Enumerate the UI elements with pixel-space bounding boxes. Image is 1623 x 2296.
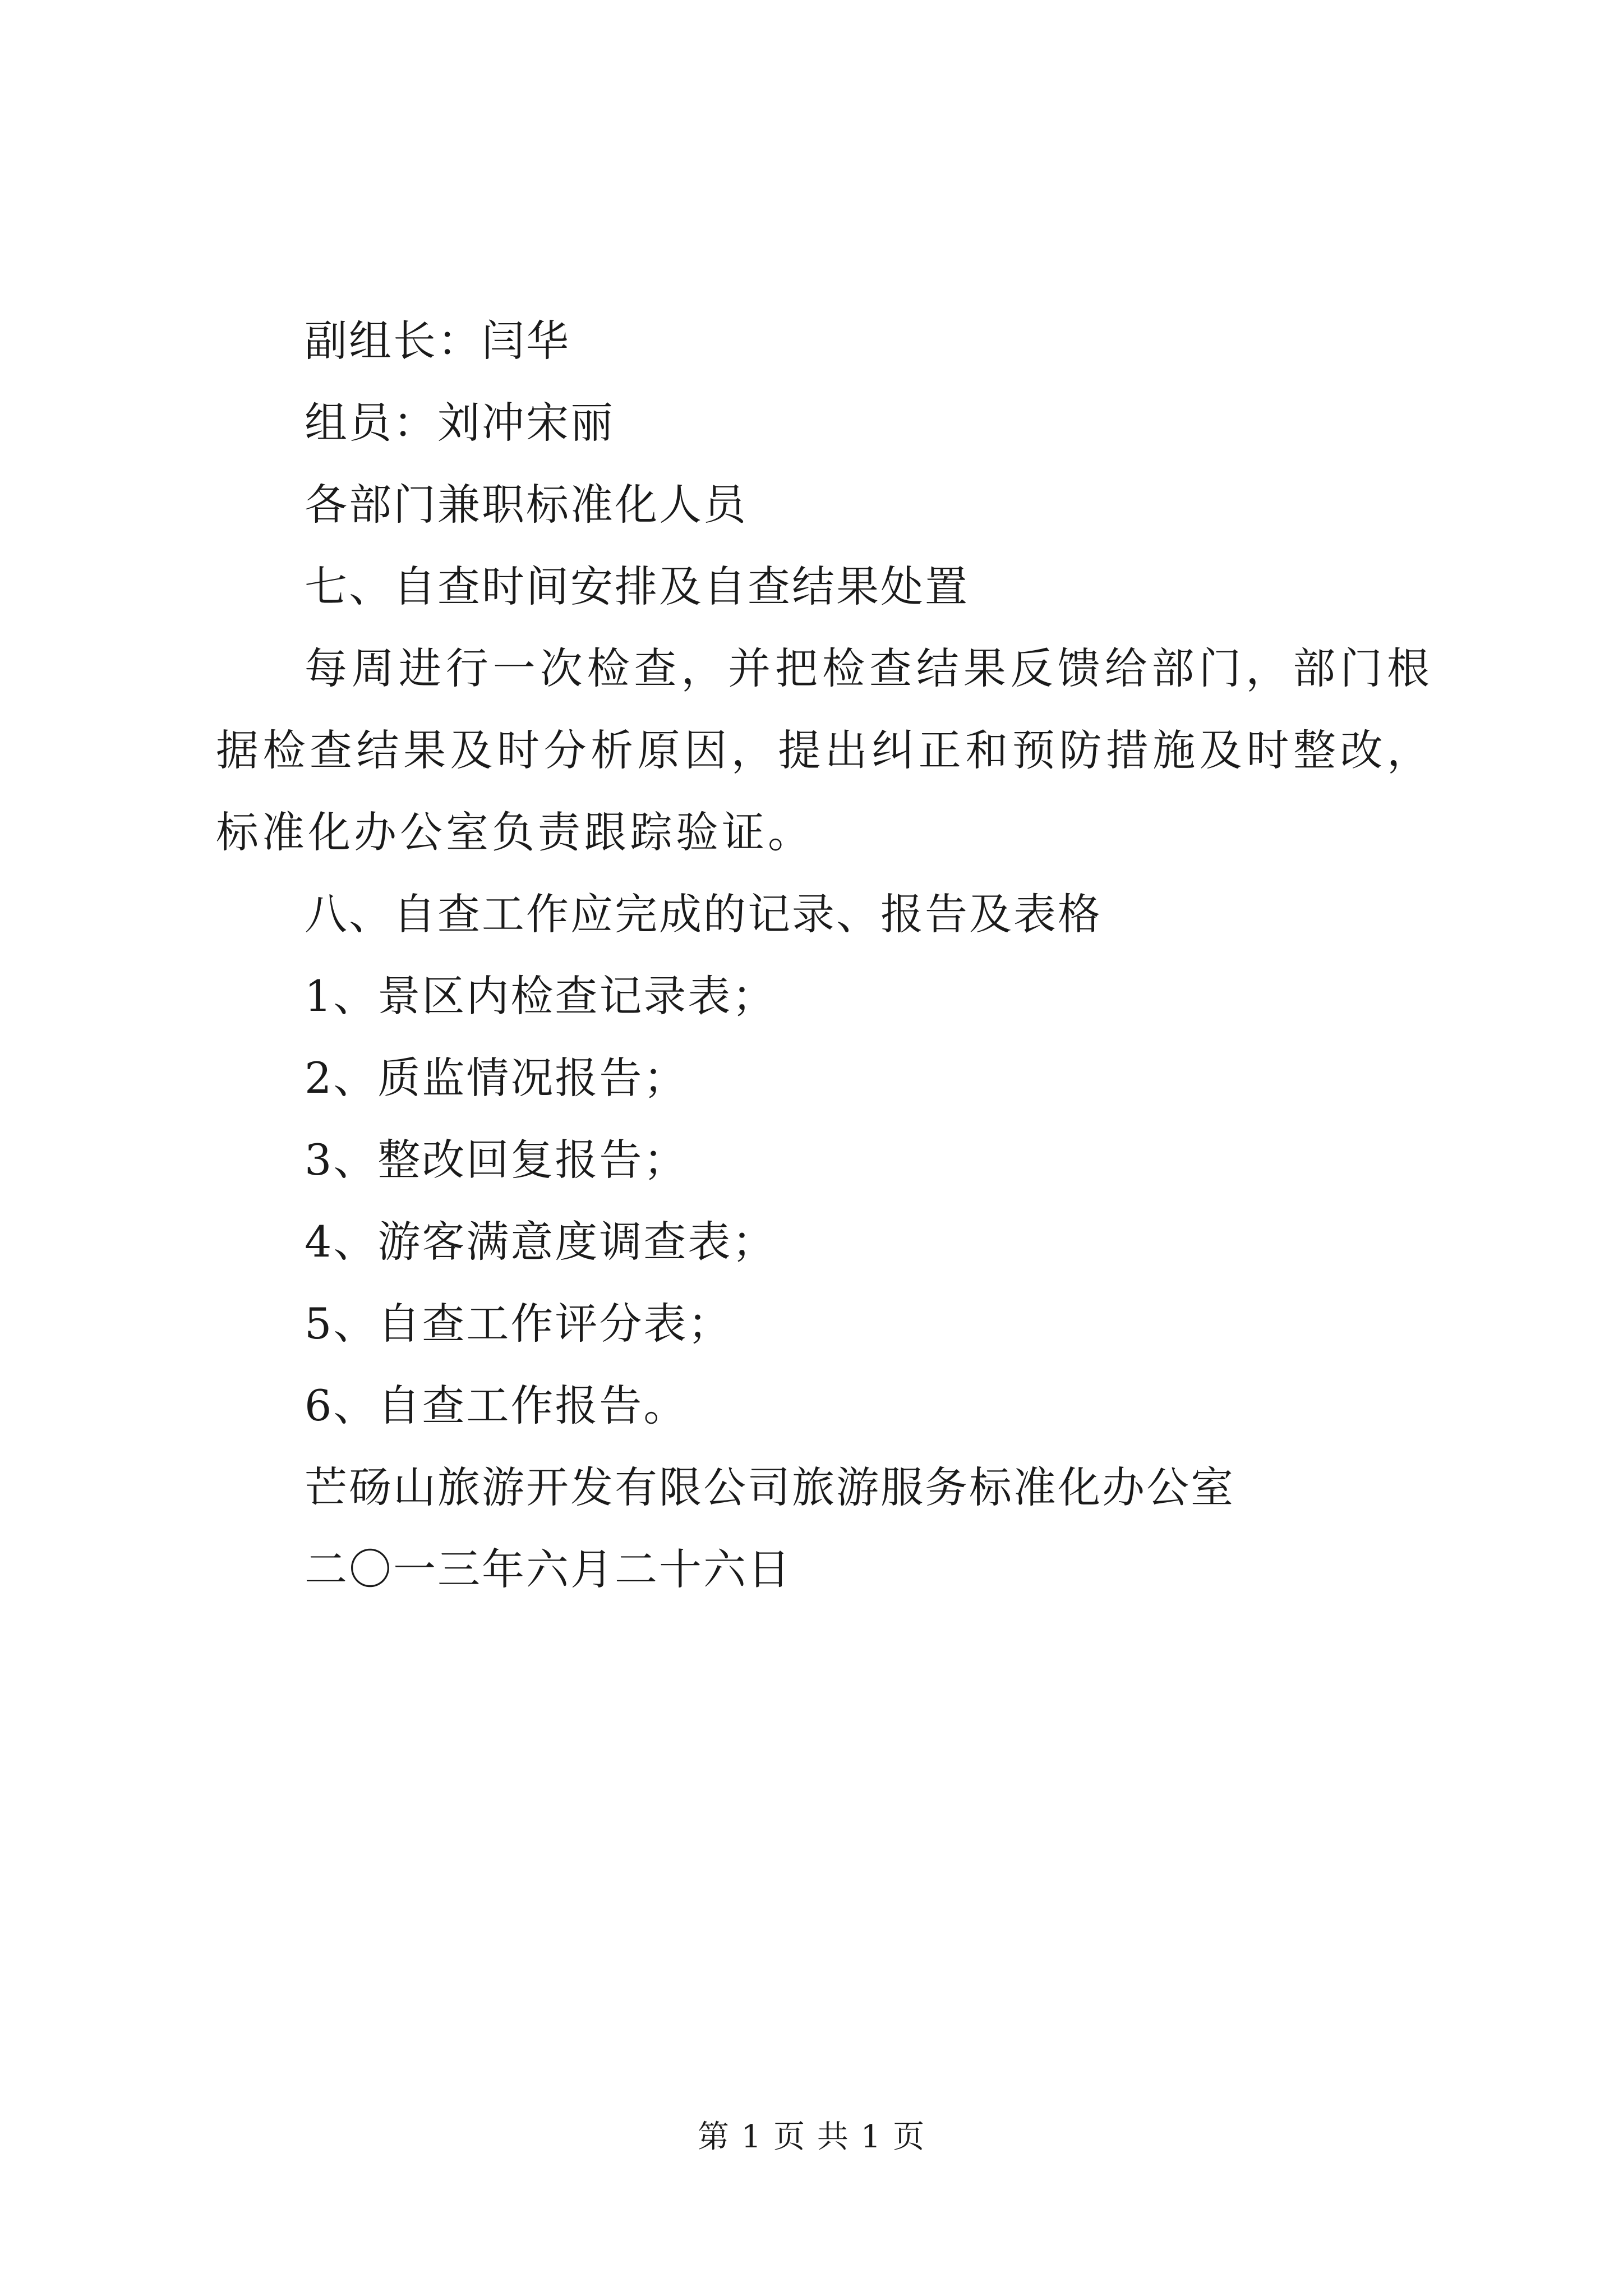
list-item: 5、自查工作评分表；	[305, 1299, 732, 1349]
members-line: 组员：刘冲宋丽	[305, 398, 615, 448]
inspection-paragraph: 每周进行一次检查，并把检查结果反馈给部门，部门根据检查结果及时分析原因，提出纠正和预防措施及时整改，标准化办公室负责跟踪验证。	[216, 643, 1433, 857]
department-staff-line: 各部门兼职标准化人员	[305, 480, 748, 530]
signature-line: 芒砀山旅游开发有限公司旅游服务标准化办公室	[305, 1462, 1235, 1512]
document-body	[216, 300, 1433, 1611]
date-line: 二〇一三年六月二十六日	[305, 1544, 792, 1594]
list-item: 6、自查工作报告。	[305, 1381, 688, 1430]
list-item: 4、游客满意度调查表；	[305, 1217, 777, 1267]
deputy-leader-line: 副组长：闫华	[305, 316, 570, 366]
section-eight-heading: 八、自查工作应完成的记录、报告及表格	[305, 889, 1102, 939]
list-item: 1、景区内检查记录表；	[305, 971, 777, 1021]
page-number-footer: 第 1 页 共 1 页	[697, 2119, 926, 2155]
section-seven-heading: 七、自查时间安排及自查结果处置	[305, 562, 969, 611]
list-item: 2、质监情况报告；	[305, 1053, 688, 1103]
list-item: 3、整改回复报告；	[305, 1135, 688, 1185]
